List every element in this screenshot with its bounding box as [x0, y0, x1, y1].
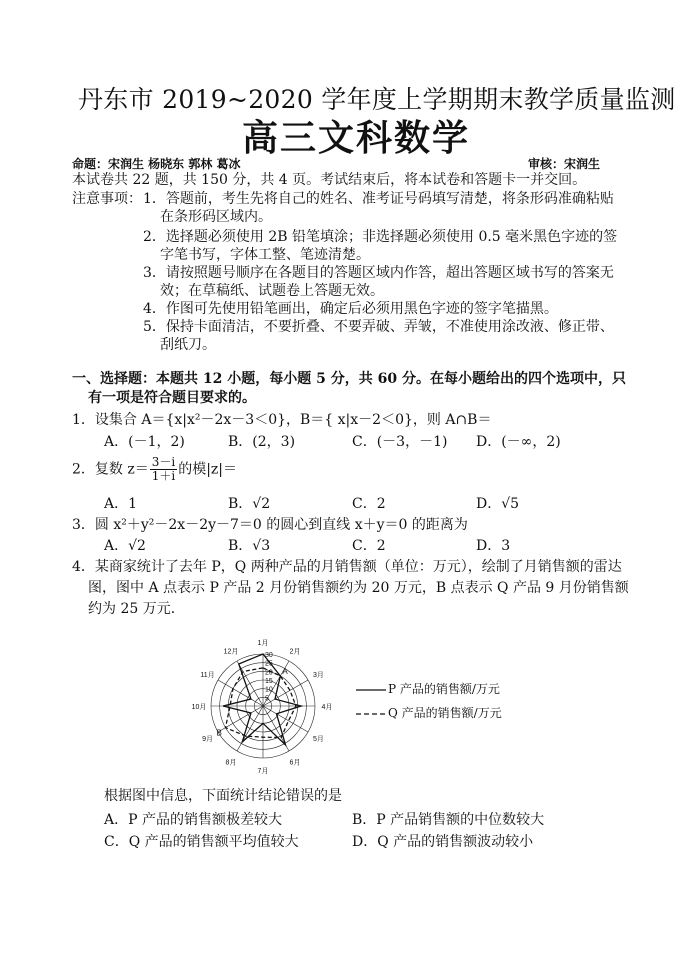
note-5-line1: 5．保持卡面清洁，不要折叠、不要弄破、弄皱，不准使用涂改液、修正带、 [143, 319, 614, 335]
q4-option-b: B．P 产品销售额的中位数较大 [352, 812, 545, 828]
q4-option-a: A．P 产品的销售额极差较大 [104, 812, 282, 828]
q2-option-a: A．1 [104, 496, 138, 512]
note-5-line2: 刮纸刀。 [160, 337, 216, 353]
q4-option-d: D．Q 产品的销售额波动较小 [352, 834, 534, 850]
radar-tick-label: 15 [265, 678, 273, 685]
q1-option-a: A．(－1，2) [104, 434, 185, 450]
section1-desc-line2: 有一项是符合题目要求的。 [88, 390, 256, 406]
q3-option-a: A．√2 [104, 538, 146, 554]
radar-month-label: 11月 [200, 672, 215, 679]
radar-tick-label: 5 [265, 695, 269, 703]
radar-month-label: 1月 [257, 640, 269, 647]
exam-subject-title: 高三文科数学 [242, 117, 471, 159]
q3-option-b: B．√3 [228, 538, 271, 554]
radar-point-b-label: B [216, 728, 222, 738]
q2-stem-pre: 2．复数 z＝ [72, 461, 149, 478]
note-3-line1: 3．请按照题号顺序在各题目的答题区域内作答，超出答题区域书写的答案无 [143, 265, 614, 281]
note-3-line2: 效；在草稿纸、试题卷上答题无效。 [160, 283, 384, 299]
radar-tick-label: 20 [265, 669, 273, 677]
radar-month-label: 8月 [225, 759, 237, 767]
radar-month-label: 3月 [312, 672, 324, 679]
q2-stem-post: 的模|z|＝ [178, 461, 238, 478]
exam-header-title: 丹东市 2019~2020 学年度上学期期末教学质量监测 [78, 85, 676, 114]
radar-month-label: 12月 [223, 648, 239, 656]
legend-q-label: Q 产品的销售额/万元 [388, 706, 502, 720]
intro-line: 本试卷共 22 题，共 150 分，共 4 页。考试结束后，将本试卷和答题卡一并交回。 [72, 172, 587, 188]
q1-option-c: C．(－3，－1) [352, 434, 448, 450]
q3-stem: 3．圆 x²＋y²－2x－2y－7＝0 的圆心到直线 x＋y＝0 的距离为 [72, 517, 468, 533]
radar-spoke [263, 706, 308, 732]
q2-numerator: 3－i [151, 455, 176, 469]
radar-month-label: 10月 [191, 704, 207, 711]
reviewer-line: 审核：宋润生 [528, 157, 601, 171]
q1-option-b: B．(2，3) [228, 434, 296, 450]
radar-month-label: 2月 [289, 648, 301, 656]
radar-tick-label: 25 [265, 660, 273, 668]
notes-label: 注意事项： [72, 191, 142, 207]
radar-month-label: 5月 [312, 736, 324, 743]
legend-dashed-line-icon [356, 709, 386, 719]
q4-line2: 图，图中 A 点表示 P 产品 2 月份销售额约为 20 万元，B 点表示 Q 产品 9 月份销售额 [88, 580, 629, 596]
section1-desc: 本题共 12 小题，每小题 5 分，共 60 分。在每小题给出的四个选项中，只 [156, 371, 626, 387]
radar-month-label: 9月 [202, 736, 214, 743]
q4-question: 根据图中信息，下面统计结论错误的是 [104, 788, 342, 804]
q2-option-c: C．2 [352, 496, 386, 512]
radar-legend [356, 680, 616, 720]
q2-denominator: 1＋i [151, 469, 176, 483]
legend-p-label: P 产品的销售额/万元 [388, 682, 500, 696]
q2-fraction [150, 456, 177, 483]
legend-solid-line-icon [356, 685, 386, 695]
radar-month-label: 7月 [257, 768, 269, 775]
q2-option-d: D．√5 [476, 496, 520, 512]
q1-stem: 1．设集合 A＝{x|x²－2x－3＜0}，B＝{ x|x－2＜0}，则 A∩B＝ [72, 412, 492, 428]
radar-chart [188, 628, 338, 778]
q3-option-d: D．3 [476, 538, 511, 554]
note-1-line1: 1．答题前，考生先将自己的姓名、准考证号码填写清楚，将条形码准确粘贴 [143, 191, 614, 207]
note-4-line1: 4．作图可先使用铅笔画出，确定后必须用黑色字迹的签字笔描黑。 [143, 301, 558, 317]
radar-month-label: 4月 [321, 704, 333, 711]
q3-option-c: C．2 [352, 538, 386, 554]
note-2-line1: 2．选择题必须使用 2B 铅笔填涂；非选择题必须使用 0.5 毫米黑色字迹的签 [143, 229, 618, 245]
note-1-line2: 在条形码区域内。 [160, 209, 272, 225]
radar-tick-label: 30 [265, 652, 273, 659]
section1-head-label: 一、选择题： [72, 371, 156, 387]
q4-option-c: C．Q 产品的销售额平均值较大 [104, 834, 299, 850]
q4-line1: 4．某商家统计了去年 P，Q 两种产品的月销售额（单位：万元），绘制了月销售额的雷达 [72, 559, 622, 575]
note-2-line2: 字笔书写，字体工整、笔迹清楚。 [160, 247, 370, 263]
radar-month-label: 6月 [289, 759, 301, 767]
radar-tick-label: 10 [265, 686, 273, 694]
section1-heading [72, 369, 626, 389]
q2-stem [72, 456, 237, 483]
q1-option-d: D．(－∞，2) [476, 434, 561, 450]
authors-line: 命题：宋润生 杨晓东 郭林 葛冰 [72, 157, 241, 171]
q2-option-b: B．√2 [228, 496, 271, 512]
radar-point-a-label: A [282, 666, 288, 676]
q4-line3: 约为 25 万元． [88, 601, 185, 617]
